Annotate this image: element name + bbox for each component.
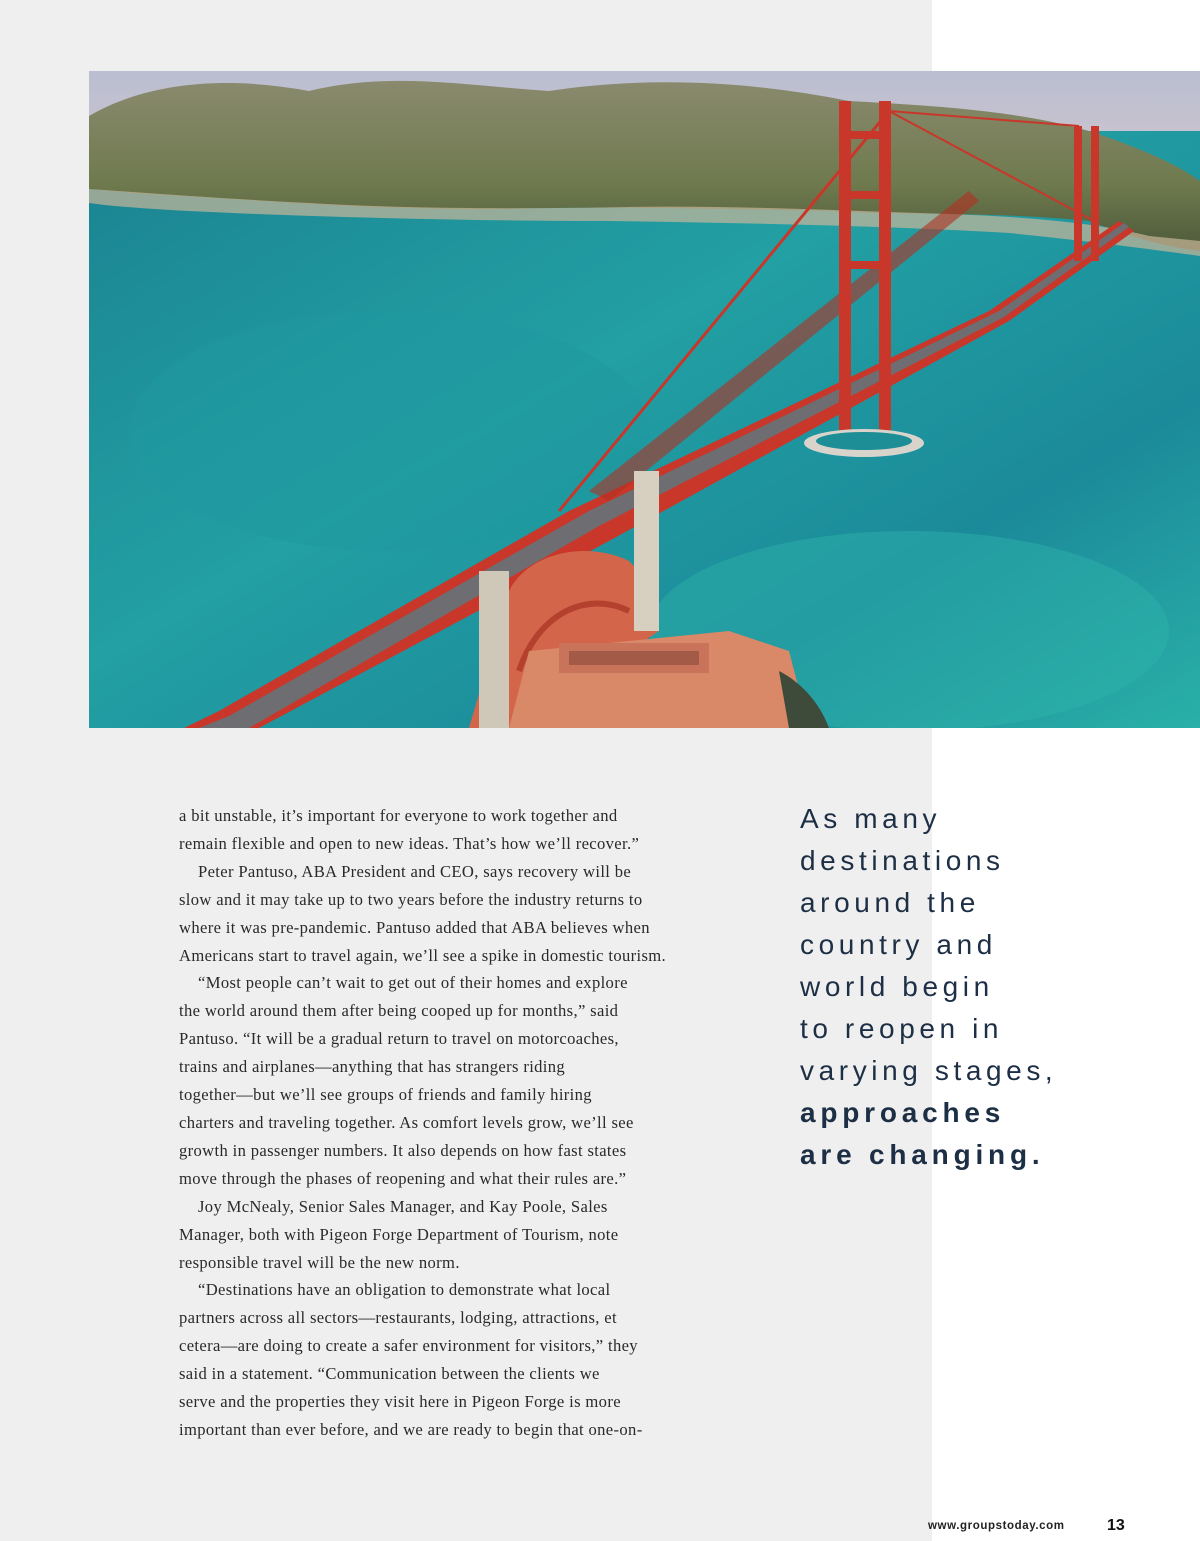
page-number: 13 <box>1107 1517 1125 1534</box>
pull-quote-emphasis-line: approaches <box>800 1097 1006 1128</box>
article-line: said in a statement. “Communication between the clients we <box>179 1364 600 1384</box>
article-line: remain flexible and open to new ideas. That’s how we’ll recover.” <box>179 833 640 853</box>
pull-quote-line: to reopen in <box>800 1013 1004 1044</box>
article-paragraph <box>179 1193 719 1277</box>
article-line: trains and airplanes—anything that has strangers riding <box>179 1057 566 1077</box>
article-line: Manager, both with Pigeon Forge Department of Tourism, note <box>179 1224 619 1244</box>
article-line: together—but we’ll see groups of friends and family hiring <box>179 1085 592 1105</box>
article-line: “Most people can’t wait to get out of their homes and explore <box>198 973 628 993</box>
article-paragraph <box>179 1276 719 1443</box>
pull-quote-line: country and <box>800 929 997 960</box>
article-line: important than ever before, and we are ready to begin that one-on- <box>179 1419 643 1439</box>
pull-quote <box>800 798 1130 1176</box>
article-line: Joy McNealy, Senior Sales Manager, and Kay Poole, Sales <box>198 1196 608 1216</box>
pull-quote-line: world begin <box>800 971 994 1002</box>
bridge-illustration <box>89 71 1200 728</box>
article-line: “Destinations have an obligation to demonstrate what local <box>198 1280 611 1300</box>
article-line: slow and it may take up to two years before the industry returns to <box>179 889 643 909</box>
article-line: Peter Pantuso, ABA President and CEO, says recovery will be <box>198 861 632 881</box>
article-line: serve and the properties they visit here in Pigeon Forge is more <box>179 1392 621 1412</box>
article-line: responsible travel will be the new norm. <box>179 1252 460 1272</box>
article-line: Americans start to travel again, we’ll see a spike in domestic tourism. <box>179 945 667 965</box>
golden-gate-bridge-photo <box>89 71 1200 728</box>
pull-quote-line: destinations <box>800 845 1005 876</box>
article-line: move through the phases of reopening and what their rules are.” <box>179 1168 627 1188</box>
pull-quote-line: around the <box>800 887 980 918</box>
pull-quote-emphasis-line: are changing. <box>800 1139 1045 1170</box>
article-body <box>179 802 719 1444</box>
article-line: Pantuso. “It will be a gradual return to travel on motorcoaches, <box>179 1029 619 1049</box>
article-line: charters and traveling together. As comfort levels grow, we’ll see <box>179 1112 634 1132</box>
article-paragraph <box>179 858 719 970</box>
footer-url: www.groupstoday.com <box>928 1520 1065 1532</box>
article-paragraph <box>179 969 719 1192</box>
article-line: cetera—are doing to create a safer environment for visitors,” they <box>179 1336 638 1356</box>
article-line: a bit unstable, it’s important for everyone to work together and <box>179 806 618 825</box>
article-line: the world around them after being cooped up for months,” said <box>179 1001 619 1021</box>
article-line: partners across all sectors—restaurants, lodging, attractions, et <box>179 1308 617 1328</box>
article-line: growth in passenger numbers. It also depends on how fast states <box>179 1140 627 1160</box>
pull-quote-line: varying stages, <box>800 1055 1058 1086</box>
pull-quote-line: As many <box>800 803 942 834</box>
article-line: where it was pre-pandemic. Pantuso added that ABA believes when <box>179 917 650 937</box>
article-paragraph <box>179 802 719 858</box>
